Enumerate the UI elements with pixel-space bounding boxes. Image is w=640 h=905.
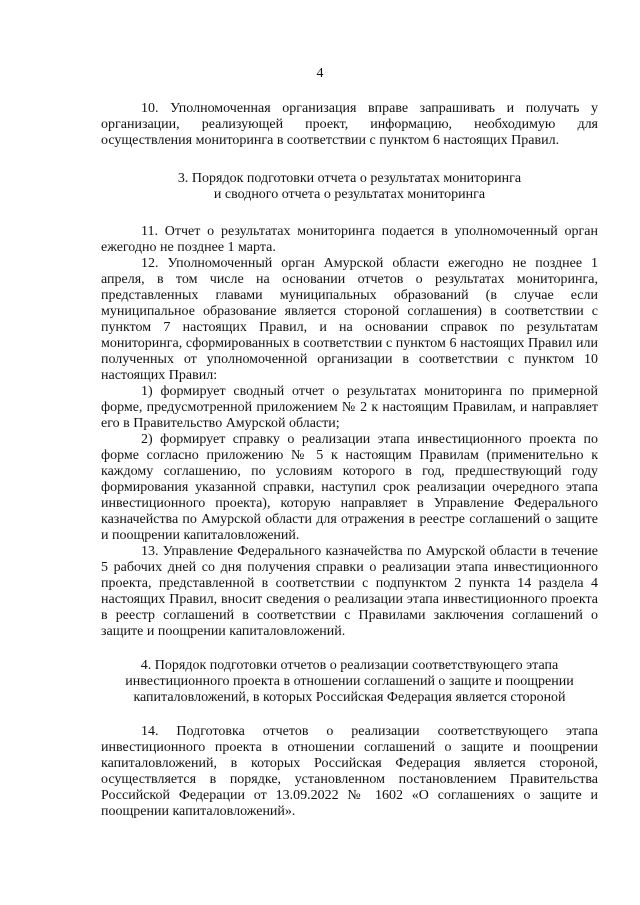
paragraph-13: 13. Управление Федерального казначейства по Амурской области в течение 5 рабочих дней со дня получения справки о реализации этапа инвестиционного проекта, представленной в соответствии с подпунктом 2 пункта 14 раздела 4 настоящих Правил, вносит сведения о реализации этапа инвестиционного проекта в реестр соглашений в соответствии с Правилами заключения соглашений о защите и поощрении капиталовложений. (101, 544, 598, 639)
paragraph-11: 11. Отчет о результатах мониторинга подается в уполномоченный орган ежегодно не позднее 1 марта. (101, 224, 598, 255)
section-4-heading: 4. Порядок подготовки отчетов о реализации соответствующего этапа инвестиционного проекта в отношении соглашений о защите и поощрении капиталовложений, в которых Российская Федерация является стороной (125, 658, 574, 705)
document-body (101, 101, 598, 820)
page-number: 4 (316, 66, 324, 81)
paragraph-10: 10. Уполномоченная организация вправе запрашивать и получать у организации, реализующей проект, информацию, необходимую для осуществления мониторинга в соответствии с пунктом 6 настоящих Правил. (101, 101, 598, 148)
section-3-heading: 3. Порядок подготовки отчета о результатах мониторинга и сводного отчета о результатах мониторинга (177, 171, 522, 202)
paragraph-14: 14. Подготовка отчетов о реализации соответствующего этапа инвестиционного проекта в отношении соглашений о защите и поощрении капиталовложений, в которых Российская Федерация является стороной, осуществляется в порядке, установленном постановлением Правительства Российской Федерации от 13.09.2022 № 1602 «О соглашениях о защите и поощрении капиталовложений». (101, 724, 598, 819)
paragraph-12-item-1: 1) формирует сводный отчет о результатах мониторинга по примерной форме, предусмотренной приложением № 2 к настоящим Правилам, и направляет его в Правительство Амурской области; (101, 384, 598, 431)
paragraph-12-item-2: 2) формирует справку о реализации этапа инвестиционного проекта по форме согласно приложению № 5 к настоящим Правилам (применительно к каждому соглашению, по условиям которого в год, предшествующий году формирования указанной справки, наступил срок реализации очередного этапа инвестиционного проекта), которую направляет в Управление Федерального казначейства по Амурской области для отражения в реестре соглашений о защите и поощрении капиталовложений. (101, 432, 598, 543)
paragraph-12: 12. Уполномоченный орган Амурской области ежегодно не позднее 1 апреля, в том числе на основании отчетов о результатах мониторинга, представленных главами муниципальных образований (в случае если муниципальное образование является стороной соглашения) в соответствии с пунктом 7 настоящих Правил, и на основании справок по результатам мониторинга, сформированных в соответствии с пунктом 6 настоящих Правил или полученных от уполномоченной организации в соответствии с пунктом 10 настоящих Правил: (101, 256, 598, 383)
